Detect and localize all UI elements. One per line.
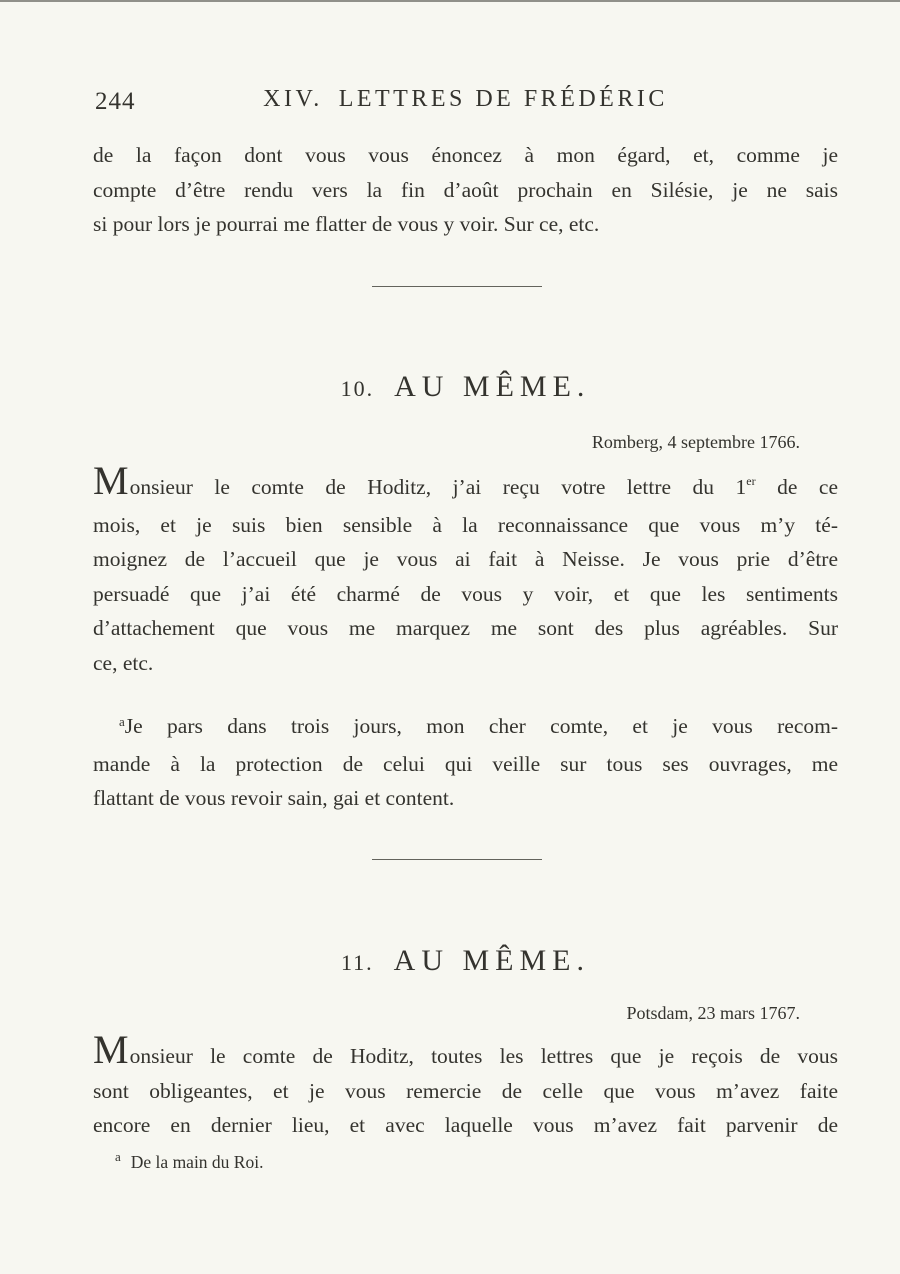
- letter-11-dateline: Potsdam, 23 mars 1767.: [626, 1003, 800, 1023]
- footnote: [115, 1149, 264, 1173]
- letter-11-heading: [93, 944, 838, 978]
- letter-10-heading: [93, 370, 838, 404]
- drop-cap-initial: M: [93, 458, 130, 503]
- letter-number: 11.: [340, 950, 374, 975]
- letter-number: 10.: [340, 376, 375, 401]
- text-line: moignez de l’accueil que je vous ai fait à Neisse. Je vous prie d’être: [93, 547, 838, 571]
- footnote-marker: a: [119, 714, 125, 729]
- running-header-title: LETTRES DE FRÉDÉRIC: [338, 86, 668, 112]
- text-segment: de ce: [755, 475, 838, 499]
- footnote-marker: a: [115, 1149, 121, 1164]
- letter-title: AU MÊME.: [394, 370, 591, 403]
- section-divider: [372, 859, 542, 860]
- running-head: [93, 86, 838, 118]
- text-line: encore en dernier lieu, et avec laquelle vous m’avez fait parvenir de: [93, 1113, 838, 1137]
- text-line: [93, 709, 838, 747]
- text-line: [93, 1027, 838, 1074]
- text-line: mois, et je suis bien sensible à la reconnaissance que vous m’y té-: [93, 512, 838, 537]
- letter-title: AU MÊME.: [393, 944, 591, 977]
- text-line: flattant de vous revoir sain, gai et content.: [93, 786, 455, 810]
- text-line: compte d’être rendu vers la fin d’août prochain en Silésie, je ne sais: [93, 177, 838, 202]
- text-line: si pour lors je pourrai me flatter de vous y voir. Sur ce, etc.: [93, 212, 600, 236]
- text-line: persuadé que j’ai été charmé de vous y voir, et que les sentiments: [93, 581, 838, 606]
- text-line: mande à la protection de celui qui veille sur tous ses ouvrages, me: [93, 751, 838, 776]
- text-segment: onsieur le comte de Hoditz, toutes les lettres que je reçois de vous: [129, 1044, 838, 1068]
- text-line: d’attachement que vous me marquez me sont des plus agréables. Sur: [93, 616, 838, 640]
- text-segment: Je pars dans trois jours, mon cher comte, et je vous recom-: [124, 714, 838, 738]
- text-column: [93, 2, 838, 1274]
- chapter-number: XIV.: [263, 86, 323, 112]
- footnote-text: De la main du Roi.: [130, 1152, 264, 1172]
- text-line: de la façon dont vous vous énoncez à mon égard, et, comme je: [93, 143, 838, 167]
- section-divider: [372, 286, 542, 287]
- letter-10-postscript: [93, 709, 838, 816]
- text-line: [93, 458, 838, 508]
- text-segment: onsieur le comte de Hoditz, j’ai reçu votre lettre du 1: [129, 475, 747, 499]
- text-line: sont obligeantes, et je vous remercie de celle que vous m’avez faite: [93, 1078, 838, 1103]
- letter-11-body: [93, 1027, 838, 1143]
- text-line: ce, etc.: [93, 650, 154, 675]
- ordinal-superscript: er: [746, 474, 756, 488]
- running-header: [93, 86, 838, 113]
- continuation-paragraph: [93, 138, 838, 242]
- letter-10-dateline: Romberg, 4 septembre 1766.: [591, 432, 800, 452]
- letter-10-body: [93, 458, 838, 680]
- page-number: 244: [95, 88, 136, 115]
- drop-cap-initial: M: [93, 1027, 130, 1072]
